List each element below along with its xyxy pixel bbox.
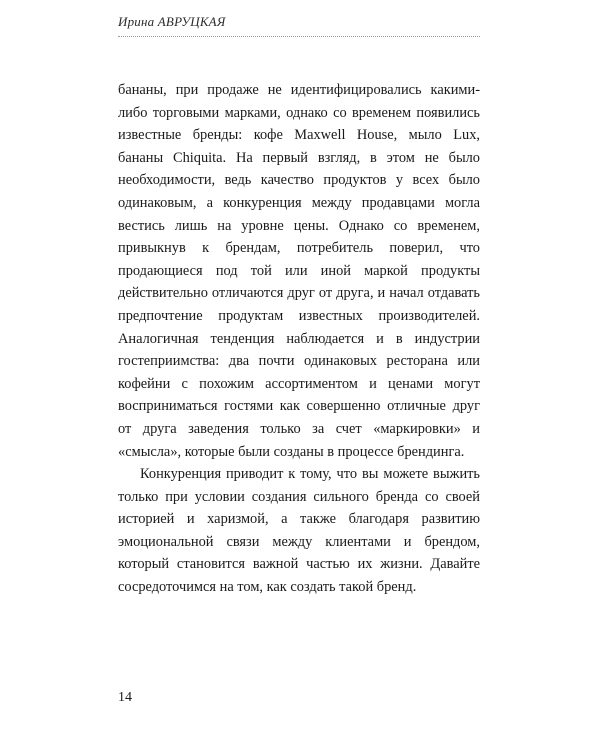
header-divider (118, 36, 480, 37)
running-head: Ирина АВРУЦКАЯ (118, 14, 226, 29)
page-number: 14 (118, 690, 132, 705)
body-text (118, 79, 480, 599)
paragraph: бананы, при продаже не идентифицировались какими-либо торговыми марками, однако со временем появились известные бренды: кофе Maxwell House, мыло Lux, бананы Chiquita. На первый взгляд, в этом не было необходимости, ведь качество продуктов у всех было одинаковым, а конкуренция между продавцами могла вестись лишь на уровне цены. Однако со временем, привыкнув к брендам, потребитель поверил, что продающиеся под той или иной маркой продукты действительно отличаются друг от друга, и начал отдавать предпочтение продуктам известных производителей. Аналогичная тенденция наблюдается и в индустрии гостеприимства: два почти одинаковых ресторана или кофейни с похожим ассортиментом и ценами могут восприниматься гостями как совершенно отличные друг от друга заведения только за счет «маркировки» и «смысла», которые были созданы в процессе брендинга. (118, 82, 480, 460)
paragraph: Конкуренция приводит к тому, что вы можете выжить только при условии создания сильного бренда со своей историей и харизмой, а также благодаря развитию эмоциональной связи между клиентами и брендом, который становится важной частью их жизни. Давайте сосредоточимся на том, как создать такой бренд. (118, 466, 480, 596)
